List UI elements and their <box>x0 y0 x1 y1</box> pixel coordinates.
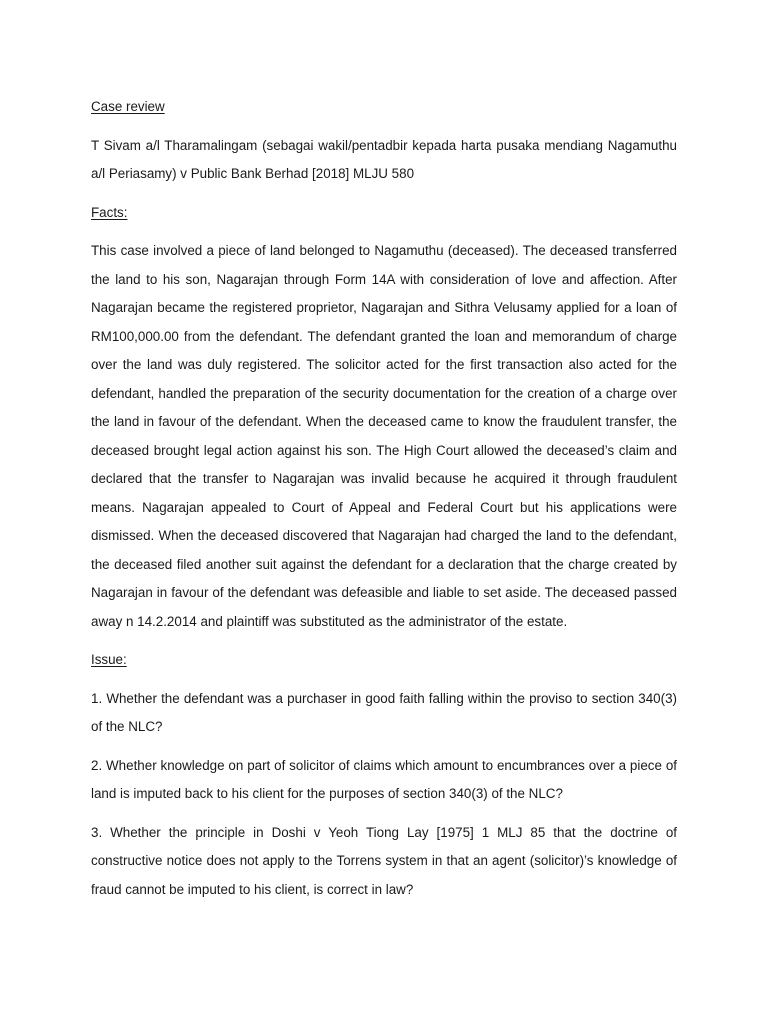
issue-item-3: 3. Whether the principle in Doshi v Yeoh Tiong Lay [1975] 1 MLJ 85 that the doctrine of constructive notice does not apply to the Torrens system in that an agent (solicitor)’s knowledge of fraud cannot be imputed to his client, is correct in law? <box>91 824 677 897</box>
facts-heading: Facts: <box>91 204 128 220</box>
case-citation: T Sivam a/l Tharamalingam (sebagai wakil/pentadbir kepada harta pusaka mendiang Nagamuthu a/l Periasamy) v Public Bank Berhad [2018] MLJU 580 <box>91 137 677 181</box>
issue-item-2: 2. Whether knowledge on part of solicitor of claims which amount to encumbrances over a piece of land is imputed back to his client for the purposes of section 340(3) of the NLC? <box>91 757 677 801</box>
issue-heading: Issue: <box>91 652 127 667</box>
issue-item-1: 1. Whether the defendant was a purchaser in good faith falling within the proviso to section 340(3) of the NLC? <box>91 690 677 734</box>
facts-paragraph: This case involved a piece of land belonged to Nagamuthu (deceased). The deceased transferred the land to his son, Nagarajan through Form 14A with consideration of love and affection. After Nagarajan became the registered proprietor, Nagarajan and Sithra Velusamy applied for a loan of RM100,000.00 from the defendant. The defendant granted the loan and memorandum of charge over the land was duly registered. The solicitor acted for the first transaction also acted for the defendant, handled the preparation of the security documentation for the creation of a charge over the land in favour of the defendant. When the deceased came to know the fraudulent transfer, the deceased brought legal action against his son. The High Court allowed the deceased’s claim and declared that the transfer to Nagarajan was invalid because he acquired it through fraudulent means. Nagarajan appealed to Court of Appeal and Federal Court but his applications were dismissed. When the deceased discovered that Nagarajan had charged the land to the defendant, the deceased filed another suit against the defendant for a declaration that the charge created by Nagarajan in favour of the defendant was defeasible and liable to set aside. The deceased passed away n 14.2.2014 and plaintiff was substituted as the administrator of the estate. <box>91 243 677 629</box>
case-review-heading: Case review <box>91 99 165 114</box>
